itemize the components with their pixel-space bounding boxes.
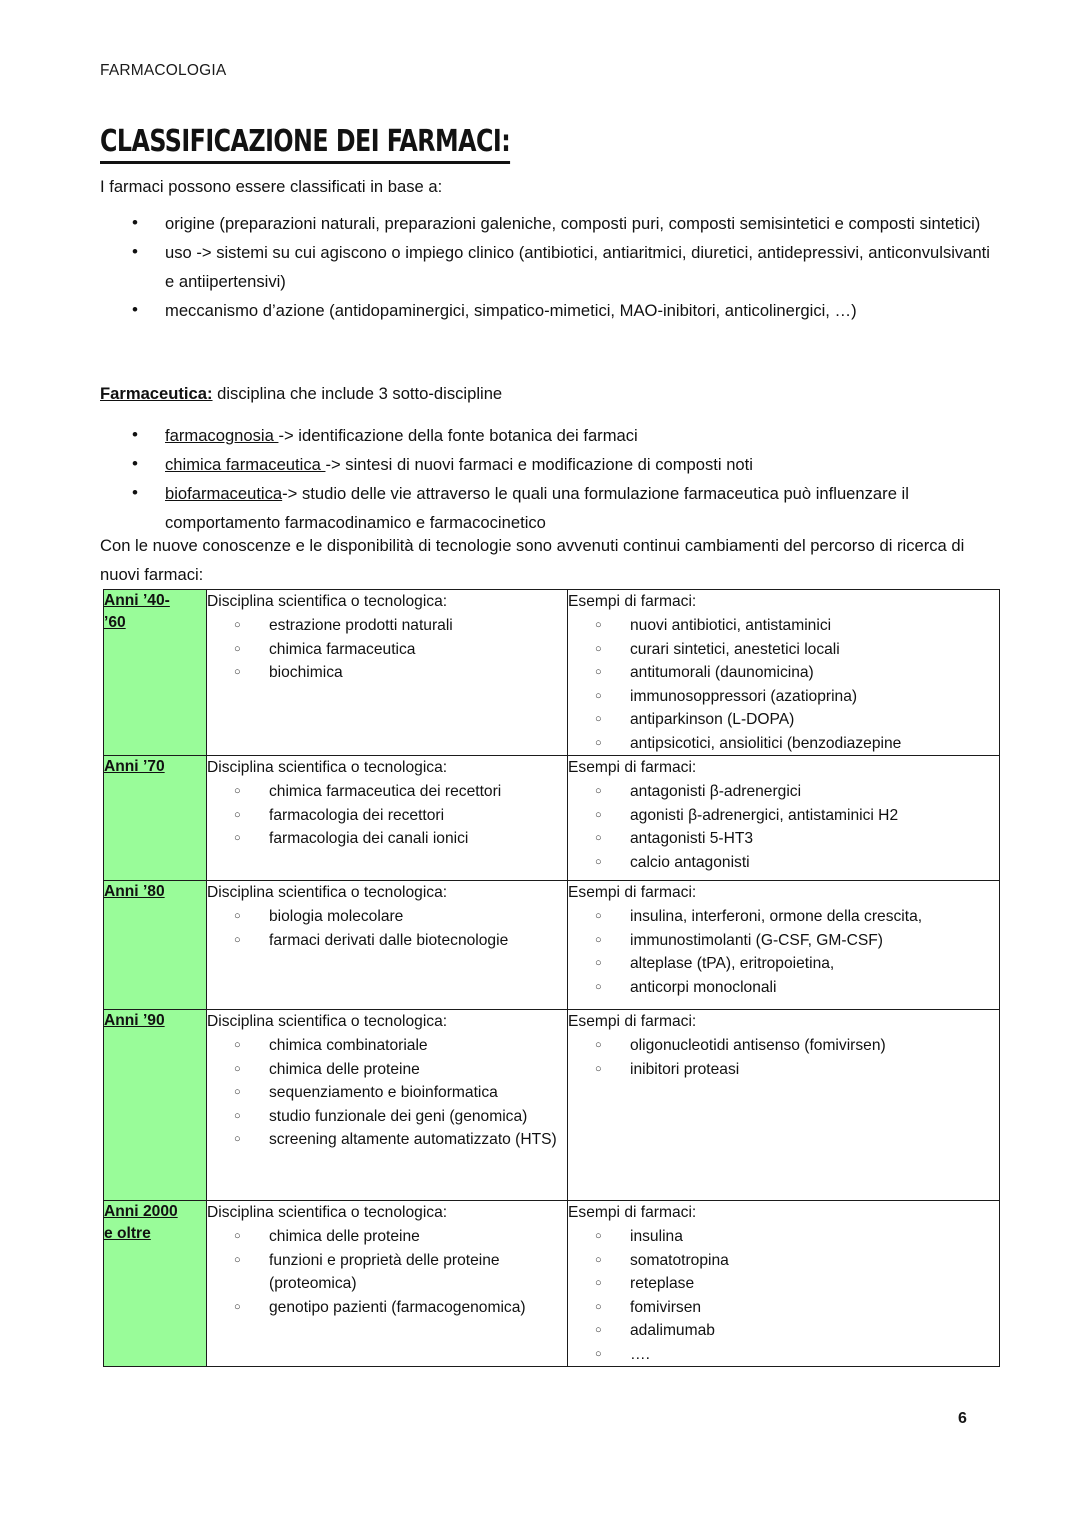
list-item: ○ adalimumab [568,1319,999,1343]
discipline-list [207,1034,567,1152]
period-label: Anni ’70 [104,758,165,775]
list-item: ○ insulina, interferoni, ormone della crescita, [568,905,999,929]
examples-list [568,780,999,874]
list-item: ○ agonisti β-adrenergici, antistaminici H2 [568,804,999,828]
list-item [100,450,990,479]
period-label: Anni ’80 [104,883,165,900]
table-row [104,1201,1000,1367]
period-label-line1: Anni ’40- [104,592,170,609]
page-title-wrapper [100,126,566,164]
table-row [104,881,1000,1010]
period-label [104,1201,206,1245]
examples-heading: Esempi di farmaci: [568,759,697,776]
subdiscipline-term: chimica farmaceutica [165,455,326,474]
list-item: ○ immunosoppressori (azatioprina) [568,685,999,709]
list-item: ○ antiparkinson (L-DOPA) [568,708,999,732]
period-label-line1: Anni 2000 [104,1203,178,1220]
intro-lead: I farmaci possono essere classificati in base a: [100,177,443,196]
list-item: ○ immunostimolanti (G-CSF, GM-CSF) [568,929,999,953]
examples-heading: Esempi di farmaci: [568,593,697,610]
list-item: ○ screening altamente automatizzato (HTS) [207,1128,567,1152]
list-item: • uso -> sistemi su cui agiscono o impiego clinico (antibiotici, antiaritmici, diuretici, antidepressivi, anticonvulsivanti e antiipertensivi) [100,238,990,296]
examples-heading: Esempi di farmaci: [568,1013,697,1030]
farmaceutica-definition [100,379,502,408]
discipline-list [207,1225,567,1319]
period-cell [104,590,207,756]
subdiscipline-bullet-list [100,421,990,537]
subdiscipline-rest: -> identificazione della fonte botanica dei farmaci [278,426,638,445]
classification-bullet-list [100,209,990,325]
discipline-cell [207,756,568,881]
running-header: FARMACOLOGIA [100,62,227,79]
list-item [100,479,990,537]
list-item: ○ biologia molecolare [207,905,567,929]
discipline-heading: Disciplina scientifica o tecnologica: [207,884,448,901]
discipline-heading: Disciplina scientifica o tecnologica: [207,1013,448,1030]
farmaceutica-rest: disciplina che include 3 sotto-discipline [212,384,503,403]
table-row [104,756,1000,881]
table-row [104,1010,1000,1201]
period-cell [104,881,207,1010]
subdiscipline-rest: -> sintesi di nuovi farmaci e modificazione di composti noti [325,455,753,474]
examples-cell [568,881,1000,1010]
period-label-line2: e oltre [104,1225,151,1242]
list-item: ○ antagonisti β-adrenergici [568,780,999,804]
subdiscipline-rest: -> studio delle vie attraverso le quali una formulazione farmaceutica può influenzare il comportamento farmacodinamico e farmacocinetico [165,484,909,532]
period-cell [104,1201,207,1367]
list-item: ○ chimica delle proteine [207,1058,567,1082]
list-item: ○ nuovi antibiotici, antistaminici [568,614,999,638]
list-item: ○ farmacologia dei recettori [207,804,567,828]
period-cell [104,756,207,881]
subdiscipline-term: biofarmaceutica [165,484,283,503]
list-item: ○ inibitori proteasi [568,1058,999,1082]
list-item: ○ chimica farmaceutica dei recettori [207,780,567,804]
farmaceutica-term: Farmaceutica: [100,384,213,403]
examples-list [568,1225,999,1366]
list-item: ○ calcio antagonisti [568,851,999,875]
list-item: ○ sequenziamento e bioinformatica [207,1081,567,1105]
list-item: ○ chimica combinatoriale [207,1034,567,1058]
discipline-cell [207,1010,568,1201]
period-cell [104,1010,207,1201]
list-item: ○ chimica delle proteine [207,1225,567,1249]
period-label-line2: ’60 [104,614,126,631]
list-item: ○ studio funzionale dei geni (genomica) [207,1105,567,1129]
examples-list [568,614,999,755]
examples-list [568,905,999,999]
list-item: • meccanismo d’azione (antidopaminergici, simpatico-mimetici, MAO-inibitori, anticolinergici, …) [100,296,990,325]
page-title: CLASSIFICAZIONE DEI FARMACI: [100,126,510,164]
list-item: ○ curari sintetici, anestetici locali [568,638,999,662]
examples-cell [568,1201,1000,1367]
list-item: ○ antitumorali (daunomicina) [568,661,999,685]
list-item: ○ funzioni e proprietà delle proteine (proteomica) [207,1249,567,1296]
examples-cell [568,1010,1000,1201]
discipline-heading: Disciplina scientifica o tecnologica: [207,593,448,610]
list-item: ○ …. [568,1343,999,1367]
examples-heading: Esempi di farmaci: [568,884,697,901]
list-item: ○ alteplase (tPA), eritropoietina, [568,952,999,976]
examples-cell [568,590,1000,756]
discipline-list [207,905,567,952]
list-item: ○ antagonisti 5-HT3 [568,827,999,851]
discipline-cell [207,590,568,756]
examples-heading: Esempi di farmaci: [568,1204,697,1221]
subdiscipline-term: farmacognosia [165,426,279,445]
list-item: ○ reteplase [568,1272,999,1296]
discipline-list [207,780,567,851]
list-item: ○ estrazione prodotti naturali [207,614,567,638]
list-item: ○ fomivirsen [568,1296,999,1320]
discipline-cell [207,1201,568,1367]
table-intro-paragraph: Con le nuove conoscenze e le disponibilità di tecnologie sono avvenuti continui cambiamenti del percorso di ricerca di nuovi farmaci: [100,536,965,584]
period-label [104,590,206,634]
list-item: ○ oligonucleotidi antisenso (fomivirsen) [568,1034,999,1058]
timeline-table-wrapper [103,589,996,1367]
table-row [104,590,1000,756]
list-item: ○ insulina [568,1225,999,1249]
examples-list [568,1034,999,1081]
discipline-heading: Disciplina scientifica o tecnologica: [207,1204,448,1221]
list-item: ○ farmacologia dei canali ionici [207,827,567,851]
discipline-heading: Disciplina scientifica o tecnologica: [207,759,448,776]
list-item: ○ antipsicotici, ansiolitici (benzodiazepine [568,732,999,756]
list-item: ○ anticorpi monoclonali [568,976,999,1000]
period-label: Anni ’90 [104,1012,165,1029]
list-item: ○ genotipo pazienti (farmacogenomica) [207,1296,567,1320]
list-item: ○ somatotropina [568,1249,999,1273]
list-item [100,421,990,450]
discipline-cell [207,881,568,1010]
discipline-list [207,614,567,685]
list-item: ○ chimica farmaceutica [207,638,567,662]
page-number: 6 [958,1410,967,1427]
list-item: ○ farmaci derivati dalle biotecnologie [207,929,567,953]
list-item: ○ biochimica [207,661,567,685]
examples-cell [568,756,1000,881]
list-item: • origine (preparazioni naturali, preparazioni galeniche, composti puri, composti semisintetici e composti sintetici) [100,209,990,238]
timeline-table [103,589,1000,1367]
